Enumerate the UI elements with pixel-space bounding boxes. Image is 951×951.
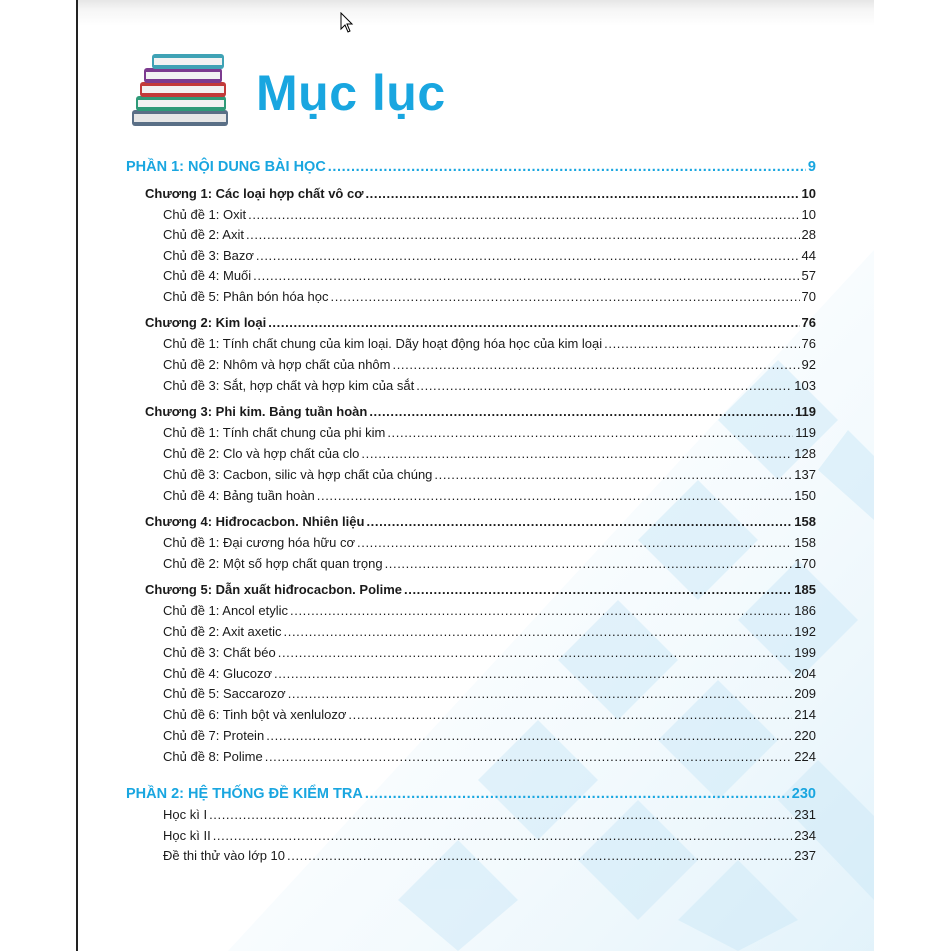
toc-entry-page-number: 128 [794, 446, 816, 461]
toc-entry-page-number: 28 [801, 227, 816, 242]
toc-entry-page-number: 224 [794, 749, 816, 764]
toc-entry-topic [163, 535, 816, 550]
toc-dot-leader [404, 582, 792, 597]
toc-entry-topic [163, 848, 816, 863]
toc-entry-page-number: 237 [794, 848, 816, 863]
toc-dot-leader [253, 268, 799, 283]
page-title: Mục lục [256, 65, 446, 121]
toc-entry-topic [163, 357, 816, 372]
toc-entry-topic [163, 248, 816, 263]
toc-entry-page-number: 204 [794, 666, 816, 681]
toc-entry-label: Chủ đề 6: Tinh bột và xenlulozơ [163, 707, 347, 722]
toc-entry-topic [163, 749, 816, 764]
toc-dot-leader [387, 425, 793, 440]
toc-entry-topic [163, 603, 816, 618]
toc-entry-page-number: 44 [801, 248, 816, 263]
toc-entry-topic [163, 336, 816, 351]
toc-entry-topic [163, 268, 816, 283]
toc-entry-label: Chủ đề 1: Tính chất chung của kim loại. Dãy hoạt động hóa học của kim loại [163, 336, 603, 351]
toc-entry-topic [163, 686, 816, 701]
toc-entry-label: Chủ đề 2: Nhôm và hợp chất của nhôm [163, 357, 391, 372]
toc-entry-label: Chủ đề 7: Protein [163, 728, 265, 743]
toc-entry-label: PHẦN 2: HỆ THỐNG ĐỀ KIỂM TRA [126, 786, 363, 802]
toc-dot-leader [361, 446, 792, 461]
toc-entry-topic [163, 378, 816, 393]
toc-dot-leader [357, 535, 792, 550]
toc-entry-topic [163, 467, 816, 482]
toc-entry-page-number: 9 [807, 159, 816, 175]
toc-entry-page-number: 192 [794, 624, 816, 639]
toc-entry-page-number: 230 [791, 786, 816, 802]
toc-entry-page-number: 92 [801, 357, 816, 372]
toc-entry-topic [163, 425, 816, 440]
toc-dot-leader [385, 556, 793, 571]
toc-dot-leader [265, 749, 793, 764]
toc-entry-label: Chủ đề 4: Glucozơ [163, 666, 272, 681]
toc-entry-page-number: 70 [801, 289, 816, 304]
toc-entry-label: Chương 5: Dẫn xuất hiđrocacbon. Polime [145, 582, 403, 597]
toc-entry-topic [163, 728, 816, 743]
toc-dot-leader [604, 336, 799, 351]
toc-entry-page-number: 158 [794, 514, 816, 529]
toc-dot-leader [274, 666, 792, 681]
toc-entry-chap [145, 186, 816, 201]
toc-entry-label: Chủ đề 5: Saccarozơ [163, 686, 286, 701]
toc-entry-label: Chương 3: Phi kim. Bảng tuần hoàn [145, 404, 368, 419]
toc-entry-label: Chủ đề 2: Axit [163, 227, 244, 242]
toc-entry-topic [163, 624, 816, 639]
toc-entry-topic [163, 707, 816, 722]
toc-dot-leader [288, 686, 793, 701]
toc-dot-leader [331, 289, 800, 304]
toc-entry-topic [163, 666, 816, 681]
mouse-cursor-icon [340, 12, 354, 34]
toc-entry-label: Đề thi thử vào lớp 10 [163, 848, 286, 863]
toc-entry-chap [145, 582, 816, 597]
toc-entry-label: Chủ đề 2: Clo và hợp chất của clo [163, 446, 360, 461]
toc-entry-page-number: 137 [794, 467, 816, 482]
toc-entry-label: Chủ đề 8: Polime [163, 749, 263, 764]
toc-dot-leader [209, 807, 792, 822]
toc-dot-leader [278, 645, 793, 660]
toc-entry-page-number: 214 [794, 707, 816, 722]
toc-entry-page-number: 76 [801, 336, 816, 351]
toc-entry-label: Chương 4: Hiđrocacbon. Nhiên liệu [145, 514, 365, 529]
toc-entry-label: Chương 1: Các loại hợp chất vô cơ [145, 186, 364, 201]
toc-dot-leader [213, 828, 793, 843]
toc-entry-chap [145, 315, 816, 330]
toc-entry-chap [145, 404, 816, 419]
toc-entry-label: Chủ đề 3: Chất béo [163, 645, 276, 660]
toc-dot-leader [287, 848, 792, 863]
toc-entry-label: Chủ đề 4: Muối [163, 268, 252, 283]
toc-entry-page-number: 186 [794, 603, 816, 618]
toc-entry-topic [163, 207, 816, 222]
toc-entry-page-number: 234 [794, 828, 816, 843]
toc-entry-page-number: 119 [795, 425, 816, 440]
toc-dot-leader [328, 159, 806, 175]
toc-entry-page-number: 103 [794, 378, 816, 393]
toc-entry-label: Học kì I [163, 807, 208, 822]
toc-entry-page-number: 119 [795, 404, 816, 419]
toc-dot-leader [266, 728, 792, 743]
toc-dot-leader [246, 227, 800, 242]
toc-dot-leader [284, 624, 793, 639]
stack-of-books-icon [126, 44, 238, 132]
toc-dot-leader [256, 248, 800, 263]
toc-entry-page-number: 150 [794, 488, 816, 503]
toc-entry-topic [163, 289, 816, 304]
toc-entry-label: Chủ đề 4: Bảng tuần hoàn [163, 488, 315, 503]
toc-entry-label: Chương 2: Kim loại [145, 315, 267, 330]
toc-entry-part [126, 786, 816, 802]
toc-entry-topic [163, 227, 816, 242]
toc-entry-topic [163, 828, 816, 843]
toc-entry-label: Học kì II [163, 828, 211, 843]
toc-dot-leader [416, 378, 792, 393]
toc-dot-leader [317, 488, 793, 503]
toc-dot-leader [365, 186, 799, 201]
document-page [78, 0, 874, 951]
toc-entry-page-number: 158 [794, 535, 816, 550]
toc-entry-label: Chủ đề 1: Ancol etylic [163, 603, 289, 618]
toc-entry-label: Chủ đề 1: Oxit [163, 207, 247, 222]
toc-entry-page-number: 76 [801, 315, 816, 330]
toc-entry-topic [163, 807, 816, 822]
toc-dot-leader [434, 467, 792, 482]
toc-entry-chap [145, 514, 816, 529]
toc-entry-page-number: 185 [794, 582, 816, 597]
toc-entry-topic [163, 446, 816, 461]
toc-entry-page-number: 209 [794, 686, 816, 701]
toc-entry-page-number: 10 [801, 207, 816, 222]
toc-entry-page-number: 199 [794, 645, 816, 660]
toc-entry-page-number: 231 [794, 807, 816, 822]
toc-dot-leader [348, 707, 792, 722]
toc-entry-label: Chủ đề 1: Tính chất chung của phi kim [163, 425, 386, 440]
toc-entry-page-number: 220 [794, 728, 816, 743]
toc-entry-label: Chủ đề 3: Bazơ [163, 248, 254, 263]
toc-entry-page-number: 170 [794, 556, 816, 571]
toc-dot-leader [393, 357, 800, 372]
toc-entry-topic [163, 556, 816, 571]
toc-entry-label: Chủ đề 1: Đại cương hóa hữu cơ [163, 535, 356, 550]
toc-dot-leader [365, 786, 790, 802]
toc-entry-label: Chủ đề 5: Phân bón hóa học [163, 289, 329, 304]
toc-entry-topic [163, 645, 816, 660]
toc-entry-label: PHẦN 1: NỘI DUNG BÀI HỌC [126, 159, 326, 175]
toc-entry-topic [163, 488, 816, 503]
toc-dot-leader [366, 514, 792, 529]
toc-entry-part [126, 159, 816, 175]
toc-entry-page-number: 10 [801, 186, 816, 201]
toc-entry-label: Chủ đề 3: Sắt, hợp chất và hợp kim của sắt [163, 378, 415, 393]
toc-dot-leader [268, 315, 799, 330]
toc-dot-leader [290, 603, 792, 618]
toc-dot-leader [248, 207, 799, 222]
toc-dot-leader [369, 404, 793, 419]
toc-entry-label: Chủ đề 2: Một số hợp chất quan trọng [163, 556, 383, 571]
toc-entry-label: Chủ đề 2: Axit axetic [163, 624, 282, 639]
toc-entry-page-number: 57 [801, 268, 816, 283]
toc-entry-label: Chủ đề 3: Cacbon, silic và hợp chất của chúng [163, 467, 433, 482]
